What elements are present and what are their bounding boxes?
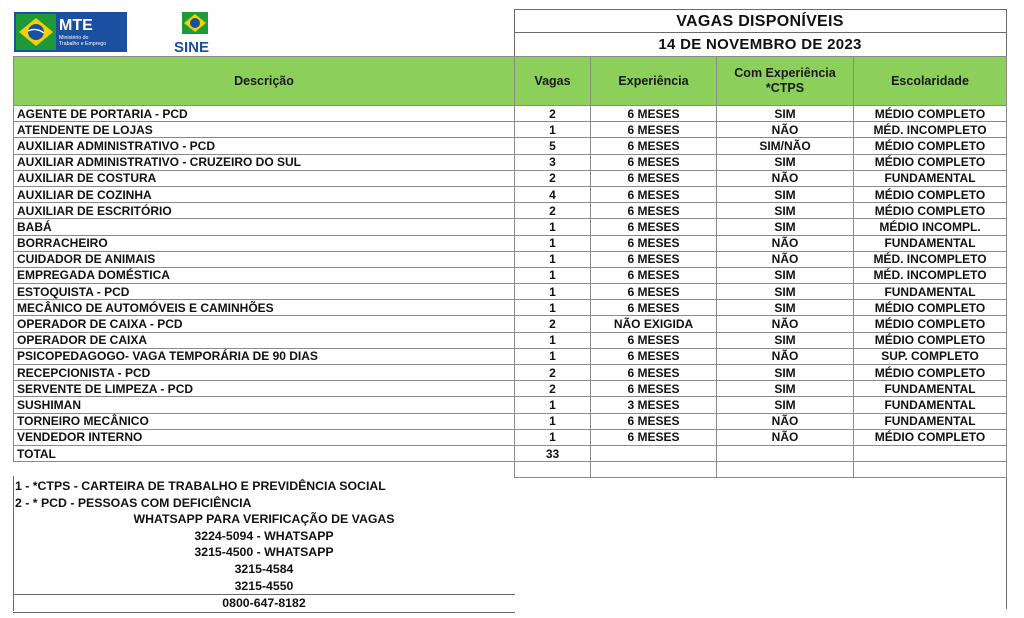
cell-ctps: SIM <box>717 106 854 122</box>
cell-vagas: 2 <box>515 170 591 186</box>
cell-escolaridade: MÉDIO COMPLETO <box>854 332 1007 348</box>
table-row <box>14 381 1007 397</box>
mte-logo-text: MTE <box>59 17 93 34</box>
cell-descricao: TORNEIRO MECÂNICO <box>14 413 515 429</box>
table-row <box>14 365 1007 381</box>
cell-ctps: SIM <box>717 365 854 381</box>
cell-experiencia: 6 MESES <box>591 284 717 300</box>
column-header-ctps: Com Experiência *CTPS <box>717 57 854 106</box>
total-empty <box>854 445 1007 461</box>
cell-descricao: ATENDENTE DE LOJAS <box>14 122 515 138</box>
cell-vagas: 1 <box>515 429 591 445</box>
svg-text:Trabalho e Emprego: Trabalho e Emprego <box>59 41 107 47</box>
cell-experiencia: 6 MESES <box>591 235 717 251</box>
cell-vagas: 1 <box>515 235 591 251</box>
column-header-descricao: Descrição <box>14 57 515 106</box>
cell-experiencia: 6 MESES <box>591 267 717 283</box>
cell-descricao: AUXILIAR DE COZINHA <box>14 186 515 202</box>
cell-experiencia: 6 MESES <box>591 186 717 202</box>
table-row <box>14 138 1007 154</box>
cell-experiencia: 6 MESES <box>591 348 717 364</box>
table-row <box>14 219 1007 235</box>
phone-5: 0800-647-8182 <box>13 594 515 613</box>
cell-vagas: 1 <box>515 284 591 300</box>
cell-descricao: RECEPCIONISTA - PCD <box>14 365 515 381</box>
cell-escolaridade: FUNDAMENTAL <box>854 284 1007 300</box>
table-row <box>14 154 1007 170</box>
cell-vagas: 1 <box>515 332 591 348</box>
whatsapp-title: WHATSAPP PARA VERIFICAÇÃO DE VAGAS <box>133 512 395 527</box>
total-empty <box>717 445 854 461</box>
cell-ctps: SIM <box>717 267 854 283</box>
spacer-cell <box>591 462 717 478</box>
cell-experiencia: 6 MESES <box>591 300 717 316</box>
cell-descricao: PSICOPEDAGOGO- VAGA TEMPORÁRIA DE 90 DIAS <box>14 348 515 364</box>
cell-experiencia: 6 MESES <box>591 170 717 186</box>
table-row <box>14 300 1007 316</box>
cell-ctps: NÃO <box>717 170 854 186</box>
cell-escolaridade: FUNDAMENTAL <box>854 170 1007 186</box>
notes-section <box>13 478 515 613</box>
cell-vagas: 1 <box>515 300 591 316</box>
cell-ctps: NÃO <box>717 348 854 364</box>
cell-ctps: NÃO <box>717 413 854 429</box>
mte-logo <box>14 12 127 52</box>
cell-escolaridade: FUNDAMENTAL <box>854 397 1007 413</box>
sine-logo <box>172 10 220 56</box>
total-value: 33 <box>515 445 591 461</box>
cell-descricao: BORRACHEIRO <box>14 235 515 251</box>
cell-experiencia: 6 MESES <box>591 203 717 219</box>
total-label: TOTAL <box>14 445 515 461</box>
cell-vagas: 2 <box>515 381 591 397</box>
cell-experiencia: 6 MESES <box>591 138 717 154</box>
cell-ctps: SIM <box>717 381 854 397</box>
cell-escolaridade: MÉD. INCOMPLETO <box>854 267 1007 283</box>
cell-descricao: AUXILIAR DE ESCRITÓRIO <box>14 203 515 219</box>
cell-vagas: 1 <box>515 348 591 364</box>
cell-experiencia: 3 MESES <box>591 397 717 413</box>
cell-descricao: MECÂNICO DE AUTOMÓVEIS E CAMINHÕES <box>14 300 515 316</box>
cell-escolaridade: MÉDIO COMPLETO <box>854 154 1007 170</box>
cell-escolaridade: MÉDIO COMPLETO <box>854 106 1007 122</box>
cell-descricao: AUXILIAR ADMINISTRATIVO - CRUZEIRO DO SUL <box>14 154 515 170</box>
cell-escolaridade: FUNDAMENTAL <box>854 381 1007 397</box>
cell-vagas: 3 <box>515 154 591 170</box>
column-header-vagas: Vagas <box>515 57 591 106</box>
cell-ctps: SIM <box>717 154 854 170</box>
cell-descricao: OPERADOR DE CAIXA <box>14 332 515 348</box>
cell-escolaridade: MÉDIO COMPLETO <box>854 365 1007 381</box>
cell-escolaridade: MÉDIO INCOMPL. <box>854 219 1007 235</box>
total-row <box>14 445 1007 461</box>
spacer-cell <box>717 462 854 478</box>
spacer-cell <box>14 462 515 478</box>
cell-vagas: 1 <box>515 413 591 429</box>
cell-ctps: SIM <box>717 219 854 235</box>
table-row <box>14 106 1007 122</box>
cell-escolaridade: MÉD. INCOMPLETO <box>854 122 1007 138</box>
cell-ctps: NÃO <box>717 429 854 445</box>
cell-experiencia: 6 MESES <box>591 381 717 397</box>
cell-descricao: EMPREGADA DOMÉSTICA <box>14 267 515 283</box>
cell-descricao: SERVENTE DE LIMPEZA - PCD <box>14 381 515 397</box>
cell-escolaridade: FUNDAMENTAL <box>854 413 1007 429</box>
sine-logo-text: SINE <box>174 39 210 56</box>
cell-descricao: AUXILIAR DE COSTURA <box>14 170 515 186</box>
cell-experiencia: 6 MESES <box>591 219 717 235</box>
cell-descricao: SUSHIMAN <box>14 397 515 413</box>
cell-ctps: NÃO <box>717 316 854 332</box>
cell-escolaridade: MÉDIO COMPLETO <box>854 203 1007 219</box>
cell-escolaridade: SUP. COMPLETO <box>854 348 1007 364</box>
cell-experiencia: 6 MESES <box>591 332 717 348</box>
cell-vagas: 2 <box>515 365 591 381</box>
cell-descricao: VENDEDOR INTERNO <box>14 429 515 445</box>
cell-vagas: 4 <box>515 186 591 202</box>
cell-ctps: SIM/NÃO <box>717 138 854 154</box>
cell-escolaridade: MÉD. INCOMPLETO <box>854 251 1007 267</box>
cell-vagas: 1 <box>515 267 591 283</box>
column-header-escolaridade: Escolaridade <box>854 57 1007 106</box>
table-row <box>14 332 1007 348</box>
table-row <box>14 348 1007 364</box>
page-date: 14 DE NOVEMBRO DE 2023 <box>658 36 862 53</box>
spacer-cell <box>854 462 1007 478</box>
cell-escolaridade: MÉDIO COMPLETO <box>854 138 1007 154</box>
cell-vagas: 5 <box>515 138 591 154</box>
table-row <box>14 251 1007 267</box>
spacer-cell <box>515 462 591 478</box>
cell-descricao: AGENTE DE PORTARIA - PCD <box>14 106 515 122</box>
table-row <box>14 170 1007 186</box>
table-header-row <box>14 57 1007 106</box>
cell-experiencia: 6 MESES <box>591 122 717 138</box>
column-header-experiencia: Experiência <box>591 57 717 106</box>
table-row <box>14 284 1007 300</box>
cell-escolaridade: MÉDIO COMPLETO <box>854 429 1007 445</box>
cell-ctps: SIM <box>717 300 854 316</box>
cell-experiencia: 6 MESES <box>591 365 717 381</box>
cell-escolaridade: MÉDIO COMPLETO <box>854 300 1007 316</box>
cell-ctps: NÃO <box>717 235 854 251</box>
phone-3: 3215-4584 <box>234 561 294 576</box>
table-row <box>14 397 1007 413</box>
phone-4: 3215-4550 <box>234 578 294 593</box>
cell-ctps: SIM <box>717 203 854 219</box>
note-ctps: 1 - *CTPS - CARTEIRA DE TRABALHO E PREVIDÊNCIA SOCIAL <box>15 479 386 493</box>
table-row <box>14 267 1007 283</box>
cell-vagas: 1 <box>515 397 591 413</box>
cell-escolaridade: MÉDIO COMPLETO <box>854 316 1007 332</box>
table-row <box>14 413 1007 429</box>
phone-2: 3215-4500 - WHATSAPP <box>194 545 334 560</box>
total-empty <box>591 445 717 461</box>
cell-experiencia: 6 MESES <box>591 106 717 122</box>
cell-ctps: SIM <box>717 284 854 300</box>
table-row <box>14 122 1007 138</box>
cell-escolaridade: MÉDIO COMPLETO <box>854 186 1007 202</box>
cell-vagas: 2 <box>515 316 591 332</box>
spacer-row <box>14 462 1007 478</box>
cell-experiencia: NÃO EXIGIDA <box>591 316 717 332</box>
cell-vagas: 2 <box>515 106 591 122</box>
phone-1: 3224-5094 - WHATSAPP <box>194 528 334 543</box>
cell-experiencia: 6 MESES <box>591 251 717 267</box>
cell-descricao: ESTOQUISTA - PCD <box>14 284 515 300</box>
table-row <box>14 429 1007 445</box>
table-row <box>14 235 1007 251</box>
cell-ctps: SIM <box>717 186 854 202</box>
cell-vagas: 1 <box>515 122 591 138</box>
cell-experiencia: 6 MESES <box>591 154 717 170</box>
cell-experiencia: 6 MESES <box>591 429 717 445</box>
table-row <box>14 186 1007 202</box>
cell-descricao: AUXILIAR ADMINISTRATIVO - PCD <box>14 138 515 154</box>
cell-experiencia: 6 MESES <box>591 413 717 429</box>
cell-vagas: 1 <box>515 219 591 235</box>
cell-ctps: SIM <box>717 397 854 413</box>
cell-vagas: 2 <box>515 203 591 219</box>
table-row <box>14 203 1007 219</box>
note-pcd: 2 - * PCD - PESSOAS COM DEFICIÊNCIA <box>15 495 252 510</box>
cell-escolaridade: FUNDAMENTAL <box>854 235 1007 251</box>
cell-ctps: NÃO <box>717 251 854 267</box>
cell-descricao: BABÁ <box>14 219 515 235</box>
svg-text:Ministério do: Ministério do <box>59 35 89 41</box>
cell-vagas: 1 <box>515 251 591 267</box>
cell-ctps: SIM <box>717 332 854 348</box>
page-title: VAGAS DISPONÍVEIS <box>676 13 844 30</box>
vagas-table <box>13 56 1007 478</box>
cell-descricao: CUIDADOR DE ANIMAIS <box>14 251 515 267</box>
cell-descricao: OPERADOR DE CAIXA - PCD <box>14 316 515 332</box>
cell-ctps: NÃO <box>717 122 854 138</box>
table-row <box>14 316 1007 332</box>
